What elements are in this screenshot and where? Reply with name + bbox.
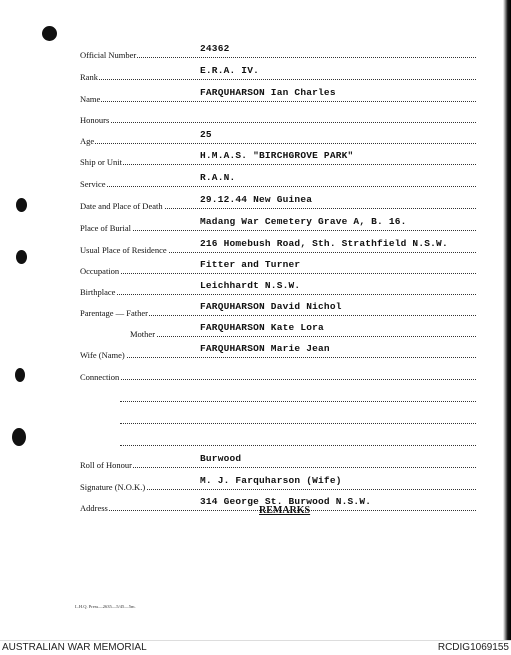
field-value: FARQUHARSON David Nichol	[200, 301, 342, 312]
field-label: Parentage — Father	[80, 308, 148, 318]
form-row	[80, 323, 476, 339]
form-row	[80, 66, 476, 82]
form-row	[80, 88, 476, 104]
dotted-line	[80, 230, 476, 231]
punch-hole	[12, 428, 26, 446]
field-value: Madang War Cemetery Grave A, B. 16.	[200, 216, 407, 227]
dotted-line	[80, 79, 476, 80]
field-label: Rank	[80, 72, 98, 82]
dotted-line	[80, 273, 476, 274]
field-label: Roll of Honour	[80, 460, 132, 470]
remarks-heading: REMARKS	[259, 505, 311, 516]
punch-hole	[16, 198, 27, 212]
field-value: 25	[200, 129, 212, 140]
footer-bar	[0, 640, 511, 655]
dotted-line	[130, 336, 476, 337]
form-row	[80, 366, 476, 382]
print-code: L.H.Q. Press—2635—5/45—5m.	[75, 604, 136, 609]
form-row	[80, 260, 476, 276]
dotted-line	[80, 122, 476, 123]
field-label: Signature (N.O.K.)	[80, 482, 146, 492]
form-row	[80, 302, 476, 318]
dotted-line	[80, 186, 476, 187]
scan-edge	[503, 0, 511, 640]
dotted-line	[120, 401, 476, 402]
form-row	[80, 432, 476, 448]
field-value: FARQUHARSON Ian Charles	[200, 87, 336, 98]
field-value: 24362	[200, 43, 230, 54]
form-row	[80, 217, 476, 233]
dotted-line	[120, 445, 476, 446]
field-value: 29.12.44 New Guinea	[200, 194, 313, 205]
field-value: FARQUHARSON Kate Lora	[200, 322, 324, 333]
form-row	[80, 195, 476, 211]
form-row	[80, 239, 476, 255]
footer-record-id: RCDIG1069155	[437, 642, 509, 653]
field-value: Leichhardt N.S.W.	[200, 280, 301, 291]
field-label: Place of Burial	[80, 223, 131, 233]
field-label: Connection	[80, 372, 120, 382]
field-label: Age	[80, 136, 95, 146]
form-row	[80, 44, 476, 60]
field-value: 314 George St. Burwood N.S.W.	[200, 496, 372, 507]
field-label: Address	[80, 503, 108, 513]
dotted-line	[80, 164, 476, 165]
dotted-line	[80, 294, 476, 295]
field-value: H.M.A.S. "BIRCHGROVE PARK"	[200, 150, 354, 161]
form-row	[80, 109, 476, 125]
field-value: 216 Homebush Road, Sth. Strathfield N.S.W.	[200, 238, 448, 249]
dotted-line	[80, 467, 476, 468]
field-label: Official Number	[80, 50, 137, 60]
field-label: Birthplace	[80, 287, 116, 297]
form-row	[80, 130, 476, 146]
field-label: Name	[80, 94, 101, 104]
dotted-line	[120, 423, 476, 424]
form-row	[80, 454, 476, 470]
field-label: Mother	[130, 329, 156, 339]
field-label: Wife (Name)	[80, 350, 125, 360]
form-row	[80, 281, 476, 297]
field-label: Date and Place of Death	[80, 201, 163, 211]
form-row	[80, 344, 476, 360]
dotted-line	[80, 379, 476, 380]
form-row	[80, 476, 476, 492]
field-value: R.A.N.	[200, 172, 236, 183]
dotted-line	[80, 143, 476, 144]
form-row	[80, 410, 476, 426]
field-label: Service	[80, 179, 106, 189]
field-value: Fitter and Turner	[200, 259, 301, 270]
dotted-line	[80, 101, 476, 102]
field-label: Usual Place of Residence	[80, 245, 167, 255]
field-label: Honours	[80, 115, 110, 125]
footer-institution: AUSTRALIAN WAR MEMORIAL	[2, 642, 147, 653]
form-row	[80, 151, 476, 167]
field-label: Occupation	[80, 266, 120, 276]
dotted-line	[80, 57, 476, 58]
punch-hole	[16, 250, 27, 264]
field-value: FARQUHARSON Marie Jean	[200, 343, 330, 354]
field-label: Ship or Unit	[80, 157, 123, 167]
punch-hole	[15, 368, 25, 382]
punch-hole	[42, 26, 57, 41]
form-row	[80, 173, 476, 189]
field-value: M. J. Farquharson (Wife)	[200, 475, 342, 486]
dotted-line	[80, 357, 476, 358]
field-value: Burwood	[200, 453, 242, 464]
field-value: E.R.A. IV.	[200, 65, 260, 76]
form-row	[80, 388, 476, 404]
